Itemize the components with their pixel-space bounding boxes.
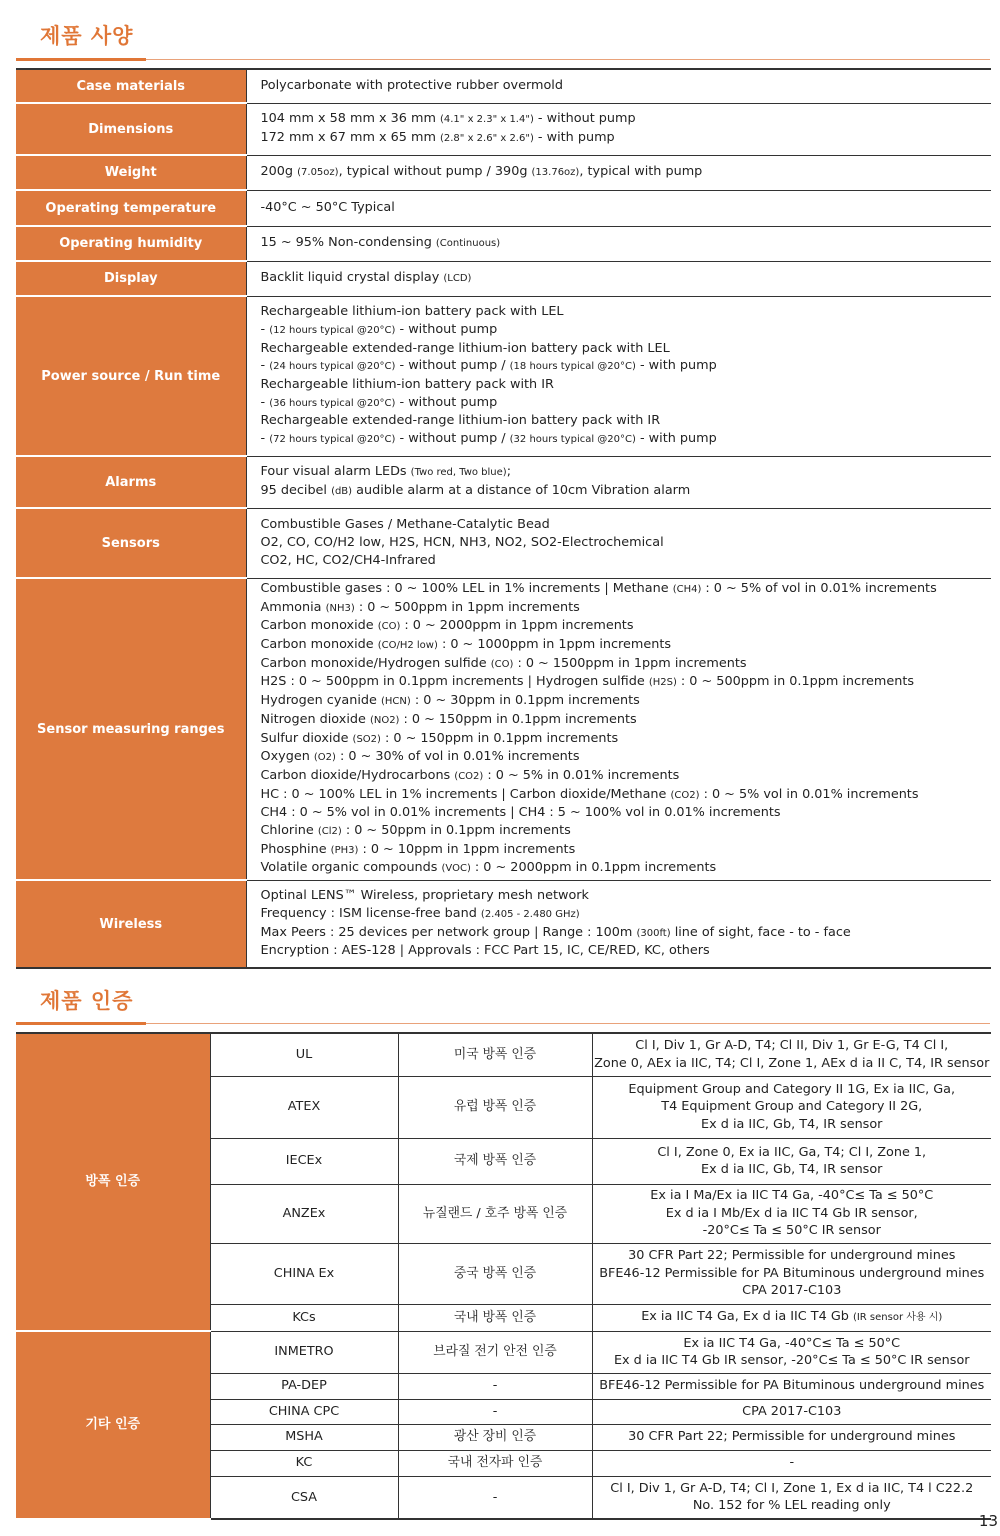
spec-value [246, 880, 991, 968]
cert-group-label: 방폭 인증 [16, 1033, 210, 1331]
spec-value-line [261, 730, 992, 749]
spec-value-line [261, 357, 992, 376]
spec-label: Power source / Run time [16, 296, 246, 456]
spec-label: Alarms [16, 456, 246, 508]
spec-value-line [261, 552, 992, 570]
spec-label: Sensor measuring ranges [16, 578, 246, 880]
spec-value [246, 190, 991, 226]
value-text: : 0 ~ 50ppm in 0.1ppm increments [341, 823, 571, 839]
value-text: Rechargeable extended-range lithium-ion battery pack with IR [260, 413, 661, 429]
cert-row [16, 1033, 991, 1076]
spec-row [16, 456, 991, 508]
note-text: (SO2) [352, 733, 381, 745]
value-text: Oxygen [260, 749, 314, 765]
value-text: Ex ia I Ma/Ex ia IIC T4 Ga, -40°C≤ Ta ≤ 50°C [650, 1188, 934, 1204]
cert-table [16, 1032, 991, 1520]
value-text: Ex d ia I Mb/Ex d ia IIC T4 Gb IR sensor, [665, 1205, 918, 1221]
cert-name: IECEx [210, 1138, 398, 1184]
spec-row [16, 155, 991, 190]
value-text: : 0 ~ 150ppm in 0.1ppm increments [399, 711, 637, 727]
spec-value-line [261, 786, 992, 805]
cert-detail [592, 1138, 991, 1184]
value-text: - without pump / [395, 431, 510, 447]
spec-value-line [261, 692, 992, 711]
page-number: 13 [978, 1512, 998, 1530]
value-text: - [789, 1455, 795, 1471]
value-text: 95 decibel [260, 483, 332, 498]
value-text: Ex d ia IIC T4 Gb IR sensor, -20°C≤ Ta ≤ 50°C IR sensor [613, 1353, 970, 1368]
value-text: Backlit liquid crystal display [260, 270, 444, 286]
spec-value [246, 296, 991, 456]
spec-row [16, 508, 991, 578]
value-text: Ex d ia IIC, Gb, T4, IR sensor [701, 1162, 883, 1177]
cert-description: 국제 방폭 인증 [398, 1138, 592, 1184]
value-text: Sulfur dioxide [260, 730, 353, 746]
note-text: (2.8" x 2.6" x 2.6") [439, 133, 534, 144]
value-text: ; [506, 464, 512, 480]
cert-detail [592, 1304, 991, 1331]
spec-value-line [261, 655, 992, 674]
value-text: Cl I, Zone 0, Ex ia IIC, Ga, T4; Cl I, Zone 1, [657, 1144, 927, 1160]
spec-value-line [261, 430, 992, 449]
note-text: (VOC) [441, 863, 471, 875]
value-text: Equipment Group and Category II 1G, Ex ia IIC, Ga, [628, 1081, 956, 1097]
cert-detail-line [593, 1144, 992, 1162]
value-text: CPA 2017-C103 [742, 1283, 842, 1299]
spec-value-line [261, 924, 992, 943]
spec-value-line [261, 482, 992, 501]
note-text: (CO2) [670, 789, 700, 801]
value-text: 200g [260, 164, 298, 180]
cert-name: CSA [210, 1476, 398, 1519]
value-text: line of sight, face - to - face [670, 924, 851, 940]
spec-value [246, 69, 991, 103]
value-text: Optinal LENS™ Wireless, proprietary mesh network [260, 888, 589, 904]
value-text: Frequency : ISM license-free band [260, 906, 481, 922]
value-text: 15 ~ 95% Non-condensing [260, 235, 436, 251]
spec-value-line [261, 748, 992, 767]
value-text: H2S : 0 ~ 500ppm in 0.1ppm increments | Hydrogen sulfide [260, 674, 649, 690]
spec-value-line [261, 711, 992, 730]
cert-name: MSHA [210, 1424, 398, 1450]
spec-value-line [261, 269, 992, 288]
cert-detail-line [593, 1116, 992, 1134]
note-text: (Cl2) [317, 826, 342, 838]
value-text: 30 CFR Part 22; Permissible for underground mines [628, 1248, 956, 1264]
value-text: 30 CFR Part 22; Permissible for underground mines [628, 1429, 956, 1445]
spec-row [16, 261, 991, 296]
cert-name: ANZEx [210, 1184, 398, 1243]
spec-value-line [261, 942, 992, 960]
spec-value-line [261, 673, 992, 692]
value-text: - without pump [395, 394, 498, 410]
value-text: Ex ia IIC T4 Ga, -40°C≤ Ta ≤ 50°C [683, 1335, 901, 1351]
spec-value-line [261, 234, 992, 253]
cert-detail [592, 1424, 991, 1450]
value-text: - [260, 358, 270, 374]
spec-value-line [261, 767, 992, 786]
note-text: (LCD) [443, 273, 472, 285]
value-text: : 0 ~ 30% of vol in 0.01% increments [335, 749, 580, 765]
value-text: : 0 ~ 500ppm in 1ppm increments [354, 599, 580, 615]
cert-detail-line [593, 1282, 992, 1300]
spec-value-line [261, 599, 992, 618]
spec-value-line [261, 129, 992, 148]
spec-value-line [261, 77, 992, 95]
value-text: 172 mm x 67 mm x 65 mm [260, 130, 440, 145]
value-text: -40°C ~ 50°C Typical [260, 200, 395, 216]
note-text: (24 hours typical @20°C) [269, 361, 396, 373]
spec-value-line [261, 887, 992, 905]
value-text: -20°C≤ Ta ≤ 50°C IR sensor [702, 1223, 881, 1239]
spec-value [246, 508, 991, 578]
cert-name: ATEX [210, 1076, 398, 1138]
cert-detail-line [593, 1037, 992, 1055]
spec-value-line [261, 394, 992, 413]
spec-value-line [261, 516, 992, 534]
cert-detail-line [593, 1187, 992, 1205]
note-text: (300ft) [636, 927, 671, 939]
cert-detail [592, 1184, 991, 1243]
note-text: (IR sensor 사용 시) [852, 1312, 943, 1324]
value-text: Volatile organic compounds [260, 860, 442, 876]
note-text: (4.1" x 2.3" x 1.4") [439, 114, 534, 126]
cert-detail-line [593, 1497, 992, 1515]
note-text: (CO) [377, 621, 401, 633]
value-text: T4 Equipment Group and Category II 2G, [661, 1099, 923, 1115]
spec-section-title: 제품 사양 [40, 24, 134, 48]
cert-detail [592, 1399, 991, 1424]
value-text: Ex d ia IIC, Gb, T4, IR sensor [701, 1116, 883, 1132]
spec-value-line [261, 580, 992, 599]
spec-label: Weight [16, 155, 246, 190]
value-text: O2, CO, CO/H2 low, H2S, HCN, NH3, NO2, SO2-Electrochemical [260, 535, 664, 551]
value-text: BFE46-12 Permissible for PA Bituminous underground mines [599, 1265, 985, 1281]
value-text: BFE46-12 Permissible for PA Bituminous underground mines [599, 1378, 985, 1394]
value-text: , typical without pump / 390g [338, 164, 532, 180]
value-text: Carbon monoxide [260, 636, 378, 652]
value-text: Chlorine [260, 823, 318, 839]
note-text: (NH3) [325, 602, 355, 614]
note-text: (7.05oz) [297, 167, 339, 179]
spec-value [246, 155, 991, 190]
spec-row [16, 103, 991, 155]
spec-label: Operating temperature [16, 190, 246, 226]
cert-group-label: 기타 인증 [16, 1331, 210, 1519]
cert-name: CHINA CPC [210, 1399, 398, 1424]
cert-description: - [398, 1373, 592, 1399]
value-text: Combustible gases : 0 ~ 100% LEL in 1% increments | Methane [260, 580, 673, 596]
note-text: (13.76oz) [531, 167, 580, 179]
value-text: : 0 ~ 5% in 0.01% increments [483, 767, 680, 783]
cert-detail [592, 1033, 991, 1076]
value-text: audible alarm at a distance of 10cm Vibration alarm [352, 483, 691, 498]
cert-description: 국내 방폭 인증 [398, 1304, 592, 1331]
spec-value-line [261, 822, 992, 841]
cert-detail-line [593, 1161, 992, 1179]
cert-name: KCs [210, 1304, 398, 1331]
value-text: Polycarbonate with protective rubber overmold [260, 78, 563, 94]
value-text: Rechargeable lithium-ion battery pack with LEL [260, 304, 564, 320]
spec-label: Sensors [16, 508, 246, 578]
note-text: (CO/H2 low) [377, 639, 438, 651]
cert-name: KC [210, 1450, 398, 1476]
note-text: (32 hours typical @20°C) [509, 434, 636, 446]
cert-title-underline [16, 1022, 146, 1025]
cert-description: 중국 방폭 인증 [398, 1243, 592, 1304]
spec-value-line [261, 534, 992, 552]
spec-value-line [261, 463, 992, 482]
value-text: - without pump [533, 111, 636, 127]
cert-detail-line [593, 1335, 992, 1353]
note-text: (CH4) [672, 583, 702, 595]
cert-detail [592, 1450, 991, 1476]
value-text: : 0 ~ 5% vol in 0.01% increments [699, 786, 919, 802]
cert-description: 뉴질랜드 / 호주 방폭 인증 [398, 1184, 592, 1243]
cert-detail-line [593, 1377, 992, 1395]
spec-title-underline [16, 58, 146, 61]
cert-detail-line [593, 1081, 992, 1099]
value-text: : 0 ~ 30ppm in 0.1ppm increments [410, 693, 640, 709]
cert-detail-line [593, 1480, 992, 1498]
cert-detail [592, 1076, 991, 1138]
spec-value-line [261, 841, 992, 860]
value-text: - without pump / [395, 358, 510, 374]
value-text: Rechargeable lithium-ion battery pack with IR [260, 377, 554, 392]
spec-row [16, 69, 991, 103]
value-text: Max Peers : 25 devices per network group | Range : 100m [260, 924, 637, 940]
spec-value [246, 103, 991, 155]
spec-value [246, 456, 991, 508]
cert-detail-line [593, 1055, 992, 1073]
spec-value-line [261, 636, 992, 655]
value-text: - with pump [533, 130, 615, 145]
spec-table [16, 68, 991, 969]
value-text: Rechargeable extended-range lithium-ion battery pack with LEL [260, 340, 670, 356]
value-text: - [260, 431, 270, 447]
value-text: : 0 ~ 2000ppm in 0.1ppm increments [470, 860, 717, 876]
value-text: Carbon dioxide/Hydrocarbons [260, 767, 455, 783]
cert-description: 미국 방폭 인증 [398, 1033, 592, 1076]
spec-value-line [261, 199, 992, 217]
value-text: Four visual alarm LEDs [260, 464, 411, 480]
value-text: : 0 ~ 150ppm in 0.1ppm increments [380, 730, 619, 746]
value-text: HC : 0 ~ 100% LEL in 1% increments | Carbon dioxide/Methane [260, 786, 671, 802]
cert-detail-line [593, 1265, 992, 1283]
spec-value-line [261, 340, 992, 358]
value-text: 104 mm x 58 mm x 36 mm [260, 111, 440, 127]
spec-value [246, 578, 991, 880]
spec-value-line [261, 617, 992, 636]
spec-value-line [261, 905, 992, 924]
spec-row [16, 296, 991, 456]
cert-detail-line [593, 1308, 992, 1327]
cert-detail-line [593, 1454, 992, 1472]
spec-value-line [261, 321, 992, 340]
note-text: (72 hours typical @20°C) [269, 434, 396, 446]
value-text: Cl I, Div 1, Gr A-D, T4; Cl II, Div 1, Gr E-G, T4 Cl I, [635, 1038, 949, 1054]
spec-label: Dimensions [16, 103, 246, 155]
note-text: (H2S) [648, 677, 677, 689]
value-text: Cl I, Div 1, Gr A-D, T4; Cl I, Zone 1, Ex d ia IIC, T4 l C22.2 [610, 1480, 974, 1496]
value-text: CH4 : 0 ~ 5% vol in 0.01% increments | CH4 : 5 ~ 100% vol in 0.01% increments [260, 805, 781, 821]
cert-detail [592, 1331, 991, 1373]
value-text: - [260, 321, 270, 337]
note-text: (dB) [331, 486, 353, 497]
spec-row [16, 880, 991, 968]
spec-value [246, 261, 991, 296]
cert-detail-line [593, 1403, 992, 1421]
value-text: - with pump [635, 358, 717, 374]
note-text: (18 hours typical @20°C) [509, 361, 636, 373]
value-text: Nitrogen dioxide [260, 711, 370, 727]
value-text: Combustible Gases / Methane-Catalytic Bead [260, 517, 550, 533]
value-text: - [260, 394, 270, 410]
value-text: : 0 ~ 10ppm in 1ppm increments [358, 841, 576, 857]
cert-description: - [398, 1476, 592, 1519]
spec-label: Operating humidity [16, 226, 246, 261]
value-text: Carbon monoxide/Hydrogen sulfide [260, 655, 491, 671]
cert-title-rule [16, 1023, 990, 1024]
cert-detail [592, 1243, 991, 1304]
spec-title-rule [16, 59, 990, 60]
value-text: CO2, HC, CO2/CH4-Infrared [260, 552, 436, 568]
cert-description: 광산 장비 인증 [398, 1424, 592, 1450]
cert-detail-line [593, 1247, 992, 1265]
value-text: Ammonia [260, 599, 326, 615]
value-text: : 0 ~ 1500ppm in 1ppm increments [513, 655, 747, 671]
note-text: (PH3) [330, 844, 359, 856]
value-text: : 0 ~ 500ppm in 0.1ppm increments [676, 674, 915, 690]
value-text: : 0 ~ 5% of vol in 0.01% increments [701, 580, 937, 596]
spec-value-line [261, 859, 992, 878]
note-text: (HCN) [380, 696, 411, 708]
note-text: (36 hours typical @20°C) [269, 397, 396, 409]
cert-section-title: 제품 인증 [40, 989, 134, 1013]
value-text: Hydrogen cyanide [260, 693, 381, 709]
cert-detail-line [593, 1352, 992, 1370]
note-text: (Continuous) [435, 238, 501, 250]
value-text: : 0 ~ 1000ppm in 1ppm increments [437, 636, 672, 652]
cert-description: 국내 전자파 인증 [398, 1450, 592, 1476]
cert-row [16, 1331, 991, 1373]
spec-value [246, 226, 991, 261]
cert-name: PA-DEP [210, 1373, 398, 1399]
note-text: (NO2) [369, 714, 400, 726]
cert-detail [592, 1476, 991, 1519]
cert-description: 브라질 전기 안전 인증 [398, 1331, 592, 1373]
value-text: Phosphine [260, 841, 331, 857]
spec-label: Display [16, 261, 246, 296]
value-text: Zone 0, AEx ia IIC, T4; Cl I, Zone 1, AEx d ia II C, T4, IR sensor [594, 1055, 990, 1071]
spec-value-line [261, 804, 992, 822]
spec-value-line [261, 412, 992, 430]
note-text: (CO2) [454, 770, 484, 782]
value-text: No. 152 for % LEL reading only [692, 1498, 891, 1514]
cert-detail-line [593, 1205, 992, 1223]
note-text: (Two red, Two blue) [410, 467, 507, 479]
note-text: (O2) [313, 752, 336, 764]
spec-value-line [261, 110, 992, 129]
cert-name: INMETRO [210, 1331, 398, 1373]
spec-value-line [261, 303, 992, 321]
value-text: - with pump [635, 431, 717, 447]
cert-detail [592, 1373, 991, 1399]
note-text: (CO) [490, 658, 514, 670]
cert-detail-line [593, 1428, 992, 1446]
value-text: Encryption : AES-128 | Approvals : FCC Part 15, IC, CE/RED, KC, others [260, 943, 710, 959]
cert-detail-line [593, 1098, 992, 1116]
spec-row [16, 190, 991, 226]
spec-label: Case materials [16, 69, 246, 103]
cert-name: CHINA Ex [210, 1243, 398, 1304]
value-text: , typical with pump [579, 164, 703, 180]
spec-row [16, 578, 991, 880]
note-text: (2.405 - 2.480 GHz) [480, 909, 580, 921]
cert-description: - [398, 1399, 592, 1424]
value-text: : 0 ~ 2000ppm in 1ppm increments [400, 618, 634, 634]
spec-value-line [261, 163, 992, 182]
spec-value-line [261, 376, 992, 394]
cert-name: UL [210, 1033, 398, 1076]
spec-label: Wireless [16, 880, 246, 968]
value-text: - without pump [395, 321, 498, 337]
cert-detail-line [593, 1222, 992, 1240]
value-text: CPA 2017-C103 [742, 1403, 842, 1419]
note-text: (12 hours typical @20°C) [269, 324, 396, 336]
value-text: Ex ia IIC T4 Ga, Ex d ia IIC T4 Gb [641, 1309, 853, 1325]
spec-row [16, 226, 991, 261]
cert-description: 유럽 방폭 인증 [398, 1076, 592, 1138]
value-text: Carbon monoxide [260, 618, 378, 634]
